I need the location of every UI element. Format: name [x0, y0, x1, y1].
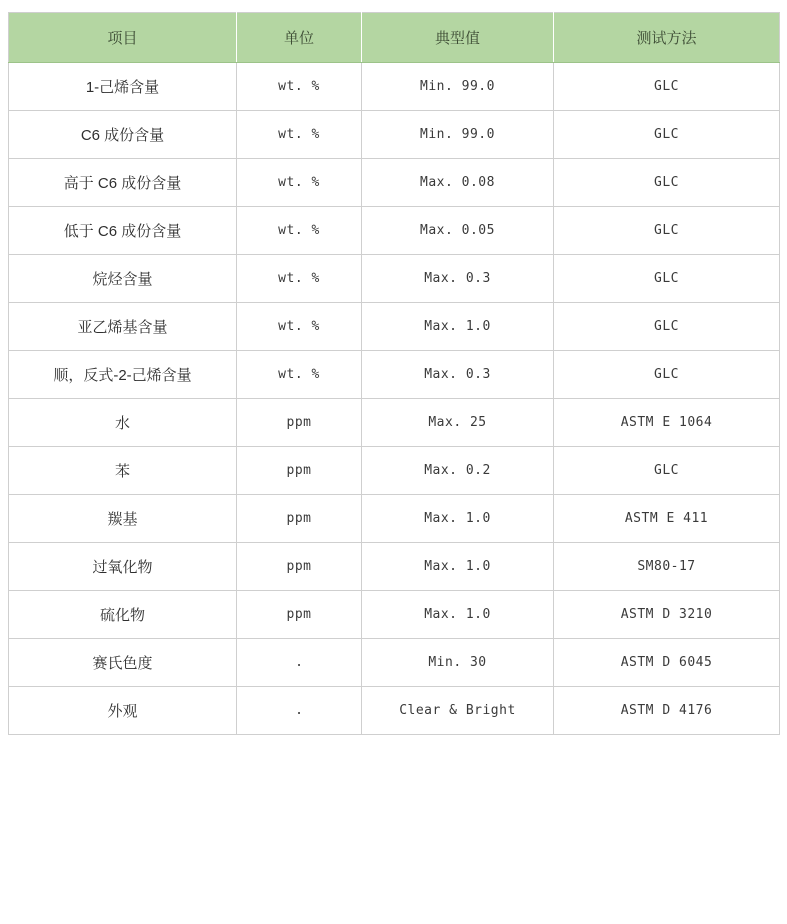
cell-item: 烷烃含量	[9, 255, 237, 303]
cell-value: Max. 0.3	[362, 255, 554, 303]
cell-item: 1-己烯含量	[9, 63, 237, 111]
table-row	[9, 111, 780, 159]
column-header-item: 项目	[9, 13, 237, 63]
table-header-row	[9, 13, 780, 63]
cell-method: GLC	[554, 207, 780, 255]
table-row	[9, 351, 780, 399]
cell-item: 低于 C6 成份含量	[9, 207, 237, 255]
cell-value: Max. 25	[362, 399, 554, 447]
cell-value: Max. 1.0	[362, 591, 554, 639]
cell-unit: wt. %	[237, 111, 362, 159]
table-row	[9, 399, 780, 447]
cell-value: Min. 99.0	[362, 111, 554, 159]
column-header-typical-value: 典型值	[362, 13, 554, 63]
cell-value: Min. 30	[362, 639, 554, 687]
cell-unit: wt. %	[237, 303, 362, 351]
cell-item: 外观	[9, 687, 237, 735]
cell-method: GLC	[554, 447, 780, 495]
cell-item: 过氧化物	[9, 543, 237, 591]
cell-value: Max. 0.05	[362, 207, 554, 255]
cell-unit: ppm	[237, 543, 362, 591]
table-row	[9, 543, 780, 591]
cell-method: GLC	[554, 159, 780, 207]
cell-unit: wt. %	[237, 207, 362, 255]
cell-method: ASTM E 1064	[554, 399, 780, 447]
cell-item: 水	[9, 399, 237, 447]
table-row	[9, 591, 780, 639]
cell-item: 顺，反式-2-己烯含量	[9, 351, 237, 399]
cell-item: 赛氏色度	[9, 639, 237, 687]
cell-value: Clear & Bright	[362, 687, 554, 735]
cell-method: GLC	[554, 63, 780, 111]
column-header-unit: 单位	[237, 13, 362, 63]
cell-unit: .	[237, 687, 362, 735]
cell-unit: wt. %	[237, 255, 362, 303]
cell-unit: ppm	[237, 591, 362, 639]
cell-value: Max. 0.3	[362, 351, 554, 399]
cell-value: Max. 0.08	[362, 159, 554, 207]
column-header-test-method: 测试方法	[554, 13, 780, 63]
table-row	[9, 255, 780, 303]
cell-method: ASTM D 6045	[554, 639, 780, 687]
cell-method: ASTM D 4176	[554, 687, 780, 735]
cell-unit: wt. %	[237, 159, 362, 207]
cell-item: 高于 C6 成份含量	[9, 159, 237, 207]
cell-method: GLC	[554, 303, 780, 351]
cell-value: Max. 1.0	[362, 495, 554, 543]
cell-value: Max. 1.0	[362, 303, 554, 351]
cell-method: GLC	[554, 351, 780, 399]
table-header	[9, 13, 780, 63]
cell-item: 硫化物	[9, 591, 237, 639]
cell-unit: ppm	[237, 495, 362, 543]
cell-unit: wt. %	[237, 63, 362, 111]
cell-unit: .	[237, 639, 362, 687]
cell-item: 羰基	[9, 495, 237, 543]
cell-unit: ppm	[237, 447, 362, 495]
cell-method: ASTM D 3210	[554, 591, 780, 639]
table-row	[9, 303, 780, 351]
cell-unit: ppm	[237, 399, 362, 447]
cell-method: ASTM E 411	[554, 495, 780, 543]
cell-value: Max. 0.2	[362, 447, 554, 495]
cell-item: C6 成份含量	[9, 111, 237, 159]
cell-method: SM80-17	[554, 543, 780, 591]
cell-value: Max. 1.0	[362, 543, 554, 591]
table-row	[9, 687, 780, 735]
table-row	[9, 159, 780, 207]
table-row	[9, 495, 780, 543]
product-specification-table	[8, 12, 780, 735]
table-body	[9, 63, 780, 735]
cell-value: Min. 99.0	[362, 63, 554, 111]
table-row	[9, 63, 780, 111]
table-row	[9, 207, 780, 255]
cell-method: GLC	[554, 111, 780, 159]
cell-method: GLC	[554, 255, 780, 303]
cell-item: 亚乙烯基含量	[9, 303, 237, 351]
table-row	[9, 639, 780, 687]
cell-unit: wt. %	[237, 351, 362, 399]
table-row	[9, 447, 780, 495]
cell-item: 苯	[9, 447, 237, 495]
